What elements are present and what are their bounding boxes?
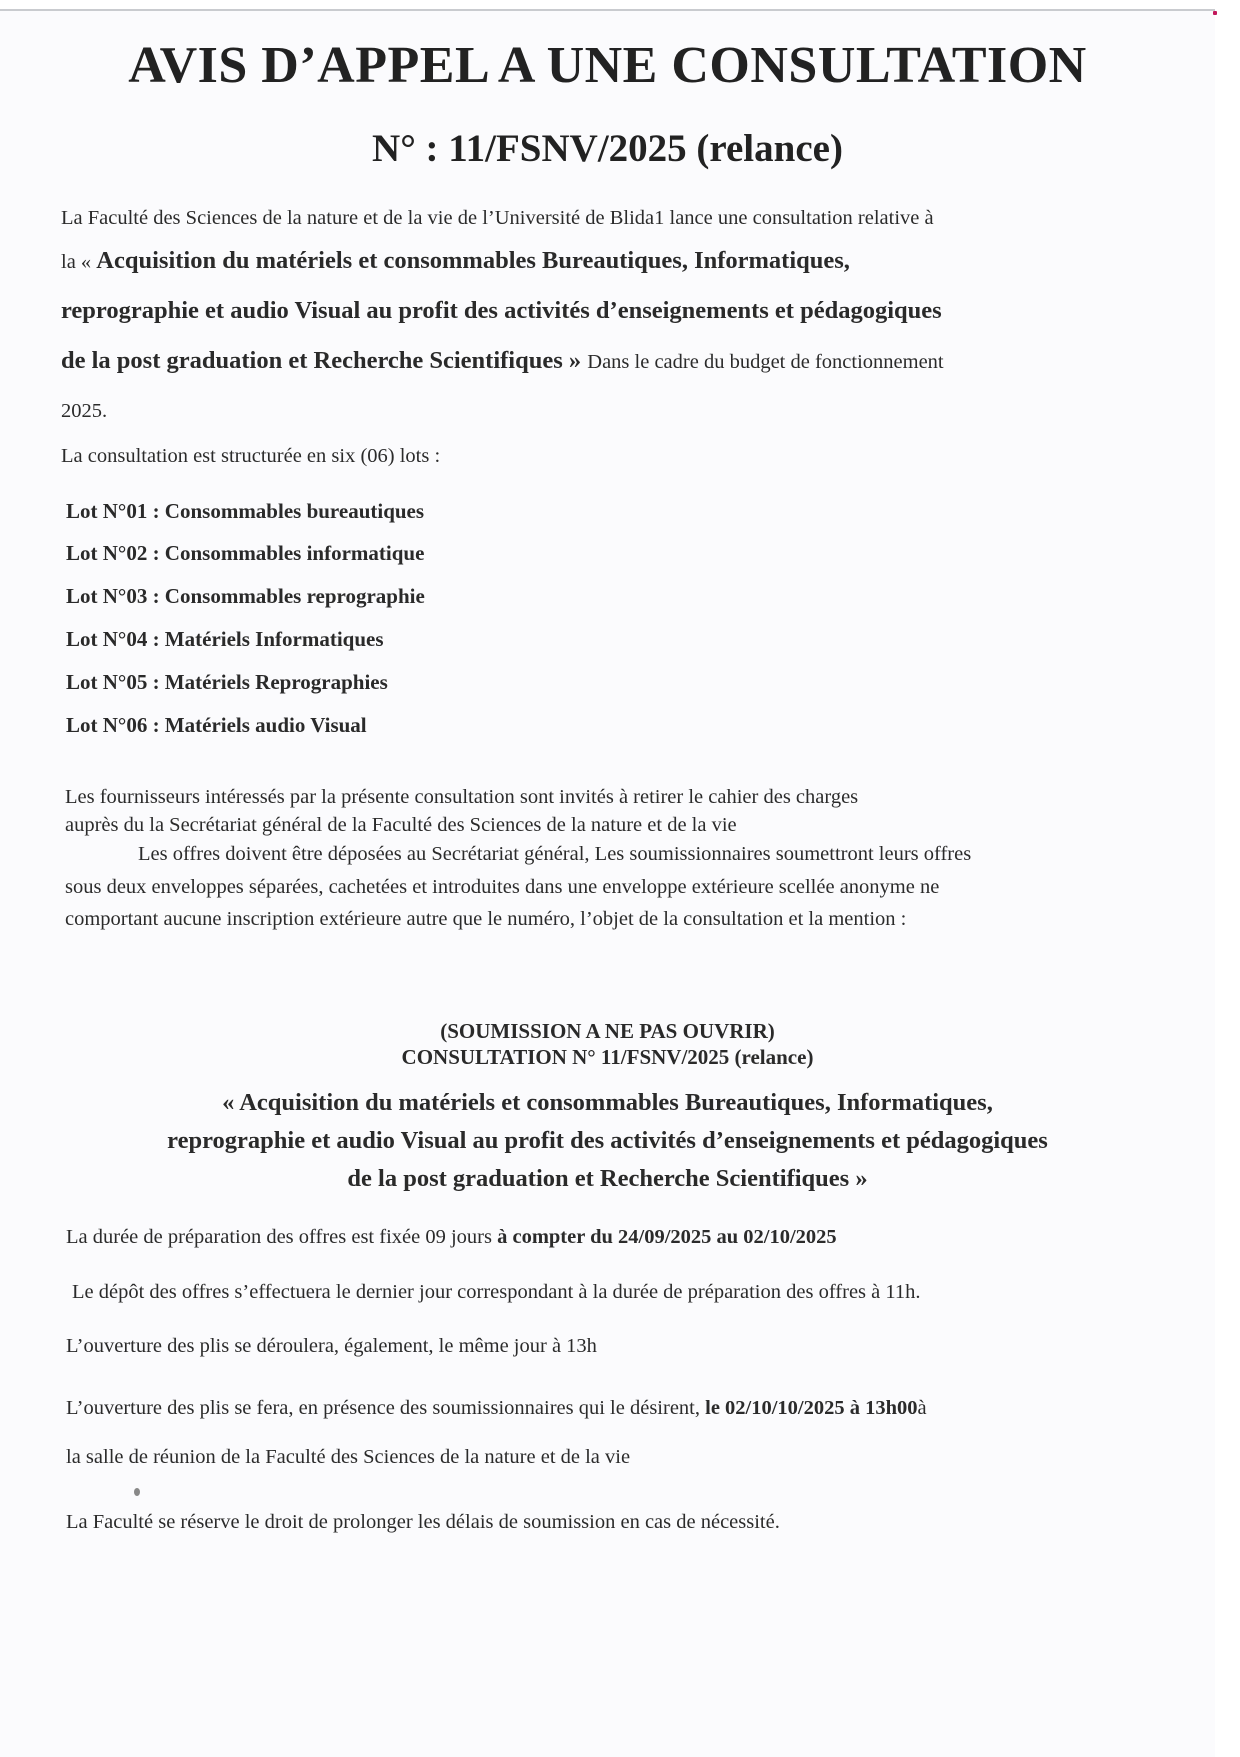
intro-object-text-1: Acquisition du matériels et consommables Bureautiques, Informatiques, bbox=[96, 247, 850, 274]
intro-quote-close: » bbox=[562, 347, 588, 374]
intro-budget-text: Dans le cadre du budget de fonctionnement bbox=[587, 351, 944, 373]
lot-item: Lot N°05 : Matériels Reprographies bbox=[66, 670, 388, 694]
envelope-object-line-2: reprographie et audio Visual au profit des activités d’enseignements et pédagogiques bbox=[167, 1127, 1048, 1154]
intro-object-line-2: reprographie et audio Visual au profit des activités d’enseignements et pédagogiques bbox=[61, 297, 942, 324]
deposit-line: Le dépôt des offres s’effectuera le dernier jour correspondant à la durée de préparation des offres à 11h. bbox=[72, 1281, 921, 1303]
envelope-mention: (SOUMISSION A NE PAS OUVRIR) bbox=[440, 1019, 775, 1043]
envelope-object-line-1: « Acquisition du matériels et consommables Bureautiques, Informatiques, bbox=[222, 1089, 993, 1116]
duration-line bbox=[66, 1226, 837, 1249]
envelope-consultation-number: CONSULTATION N° 11/FSNV/2025 (relance) bbox=[401, 1045, 814, 1069]
opening-date: le 02/10/10/2025 à 13h00 bbox=[705, 1397, 918, 1419]
intro-object-line-3 bbox=[61, 347, 944, 375]
intro-year: 2025. bbox=[61, 400, 108, 422]
opening-time-line: L’ouverture des plis se déroulera, également, le même jour à 13h bbox=[66, 1335, 597, 1357]
intro-object-line-1 bbox=[61, 247, 850, 275]
intro-quote-open: la « bbox=[61, 251, 97, 273]
suppliers-line-1: Les fournisseurs intéressés par la présente consultation sont invités à retirer le cahier des charges bbox=[65, 786, 859, 808]
suppliers-line-5: comportant aucune inscription extérieure autre que le numéro, l’objet de la consultation et la mention : bbox=[65, 908, 907, 930]
duration-text: La durée de préparation des offres est fixée 09 jours bbox=[66, 1226, 498, 1248]
lot-item: Lot N°03 : Consommables reprographie bbox=[66, 584, 425, 608]
lot-item: Lot N°01 : Consommables bureautiques bbox=[66, 499, 425, 523]
suppliers-line-4: sous deux enveloppes séparées, cachetées et introduites dans une enveloppe extérieure scellée anonyme ne bbox=[65, 876, 940, 898]
intro-line-1: La Faculté des Sciences de la nature et de la vie de l’Université de Blida1 lance une consultation relative à bbox=[61, 207, 934, 229]
scan-speck bbox=[1213, 11, 1217, 15]
intro-object-text-3: de la post graduation et Recherche Scientifiques bbox=[61, 347, 563, 374]
opening-suffix: à bbox=[917, 1397, 927, 1419]
lots-intro: La consultation est structurée en six (06) lots : bbox=[61, 445, 441, 467]
suppliers-line-3: Les offres doivent être déposées au Secrétariat général, Les soumissionnaires soumettront leurs offres bbox=[138, 843, 972, 865]
lot-item: Lot N°02 : Consommables informatique bbox=[66, 541, 425, 565]
duration-dates: à compter du 24/09/2025 au 02/10/2025 bbox=[497, 1226, 837, 1248]
scan-margin bbox=[1215, 9, 1240, 1755]
opening-place-line: la salle de réunion de la Faculté des Sciences de la nature et de la vie bbox=[66, 1446, 631, 1468]
envelope-object-line-3: de la post graduation et Recherche Scientifiques » bbox=[347, 1165, 868, 1192]
opening-text: L’ouverture des plis se fera, en présence des soumissionnaires qui le désirent, bbox=[66, 1397, 706, 1419]
lot-item: Lot N°04 : Matériels Informatiques bbox=[66, 627, 384, 651]
lot-item: Lot N°06 : Matériels audio Visual bbox=[66, 713, 367, 737]
suppliers-line-2: auprès du la Secrétariat général de la Faculté des Sciences de la nature et de la vie bbox=[65, 814, 737, 836]
consultation-number: N° : 11/FSNV/2025 (relance) bbox=[372, 127, 843, 170]
document-title: AVIS D’APPEL A UNE CONSULTATION bbox=[128, 37, 1087, 94]
reserve-line: La Faculté se réserve le droit de prolonger les délais de soumission en cas de nécessité. bbox=[66, 1511, 780, 1533]
opening-line bbox=[66, 1397, 927, 1420]
ink-spot bbox=[134, 1488, 140, 1496]
